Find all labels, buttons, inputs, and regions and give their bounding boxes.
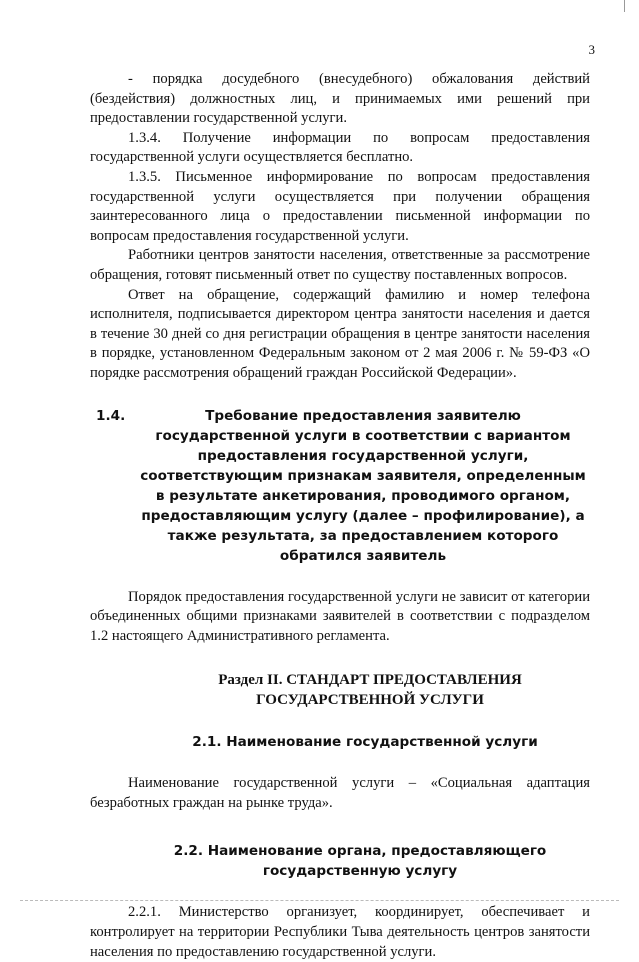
section-2-title: Раздел II. СТАНДАРТ ПРЕДОСТАВЛЕНИЯ ГОСУДАРСТВЕННОЙ УСЛУГИ (218, 672, 522, 709)
paragraph-1-3-4: 1.3.4. Получение информации по вопросам предоставления государственной услуги осуществляется бесплатно. (90, 129, 590, 166)
heading-1-4-number: 1.4. (96, 407, 126, 424)
heading-1-4 (90, 406, 590, 566)
subsection-2-2-title: 2.2. Наименование органа, предоставляющего государственную услугу (173, 843, 547, 880)
paragraph-appeal-procedure: - порядка досудебного (внесудебного) обжалования действий (бездействия) должностных лиц, и принимаемых ими решений при предоставлении государственной услуги. (90, 71, 590, 127)
heading-1-4-text: Требование предоставления заявителю государственной услуги в соответствии с вариантом предоставления государственной услуги, соответствующим признакам заявителя, определенным в результате анкетирования, проводимого органом, предоставляющим услугу (далее – профилирование), а также результата, за предоставлением которого обратился заявитель (140, 407, 586, 564)
paragraph-2-1: Наименование государственной услуги – «Социальная адаптация безработных граждан на рынке труда». (90, 775, 590, 811)
paragraph-1-4: Порядок предоставления государственной услуги не зависит от категории объединенных общими признаками заявителей в соответствии с подразделом 1.2 настоящего Административного регламента. (90, 588, 590, 644)
paragraph-response: Ответ на обращение, содержащий фамилию и номер телефона исполнителя, подписывается директором центра занятости населения и дается в течение 30 дней со дня регистрации обращения в центре занятости населения в порядке, установленном Федеральным законом от 2 мая 2006 г. № 59-ФЗ «О порядке рассмотрения обращений граждан Российской Федерации». (90, 286, 590, 381)
subsection-2-1-title: 2.1. Наименование государственной услуги (192, 734, 538, 751)
paragraph-employees: Работники центров занятости населения, ответственные за рассмотрение обращения, готовят письменный ответ по существу поставленных вопросов. (90, 247, 590, 283)
scan-mark (624, 0, 625, 12)
page-number: 3 (588, 42, 595, 57)
paragraph-2-2-1: 2.2.1. Министерство организует, координирует, обеспечивает и контролирует на территории Республики Тыва деятельность центров занятости населения по предоставлению государственной услуги. (90, 904, 590, 960)
scan-edge-line (20, 900, 619, 902)
page-content (90, 70, 590, 962)
paragraph-1-3-5: 1.3.5. Письменное информирование по вопросам предоставления государственной услуги осуществляется при получении обращения заинтересованного лица о предоставлении письменной информации по вопросам предоставления государственной услуги. (90, 168, 590, 244)
